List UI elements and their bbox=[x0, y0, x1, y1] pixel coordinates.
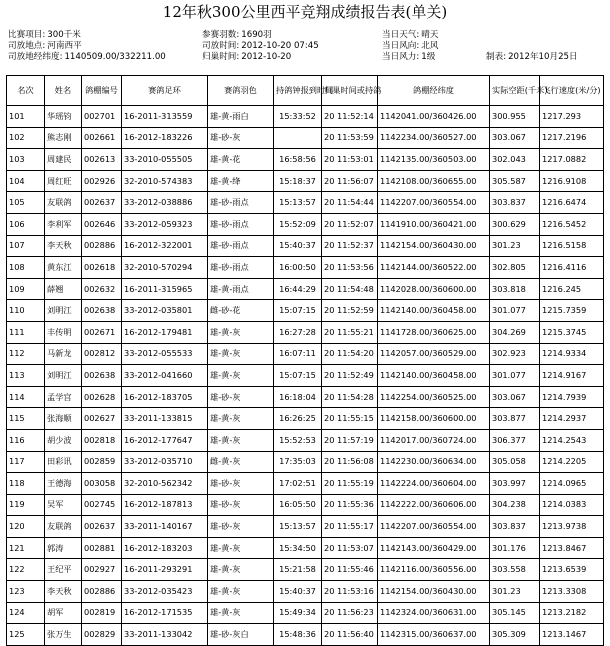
speed-cell: 1216.5452 bbox=[540, 213, 604, 235]
rank-cell: 117 bbox=[7, 451, 45, 473]
table-row bbox=[7, 278, 604, 300]
color-cell: 雄-砂-灰 bbox=[208, 127, 274, 149]
header-clock-time: 持鸽钟报到时间 bbox=[274, 76, 322, 106]
speed-cell: 1213.1467 bbox=[540, 624, 604, 646]
color-cell: 雄-黄-灰 bbox=[208, 602, 274, 624]
name-cell: 华瑶钧 bbox=[45, 106, 82, 128]
rank-cell: 105 bbox=[7, 192, 45, 214]
color-cell: 雄-砂-灰 bbox=[208, 494, 274, 516]
speed-cell: 1214.2543 bbox=[540, 429, 604, 451]
distance-cell: 301.077 bbox=[490, 365, 540, 387]
ring-cell: 16-2012-322001 bbox=[122, 235, 208, 257]
distance-cell: 302.043 bbox=[490, 149, 540, 171]
arrival-time-cell: 20 11:52:49 bbox=[322, 365, 378, 387]
clock-time-cell: 17:35:03 bbox=[274, 451, 322, 473]
ring-cell: 33-2011-133815 bbox=[122, 408, 208, 430]
speed-cell: 1213.9738 bbox=[540, 516, 604, 538]
table-row bbox=[7, 602, 604, 624]
distance-cell: 303.558 bbox=[490, 559, 540, 581]
name-cell: 李天秋 bbox=[45, 235, 82, 257]
loft-number-cell: 002646 bbox=[82, 213, 122, 235]
loft-coords-cell: 1142234.00/360527.00 bbox=[378, 127, 490, 149]
arrival-time-cell: 20 11:55:21 bbox=[322, 321, 378, 343]
ring-cell: 16-2012-183705 bbox=[122, 386, 208, 408]
speed-cell: 1215.7359 bbox=[540, 300, 604, 322]
table-row bbox=[7, 192, 604, 214]
clock-time-cell: 15:34:50 bbox=[274, 537, 322, 559]
name-cell: 王德海 bbox=[45, 473, 82, 495]
header-loft-coords: 鸽棚经纬度 bbox=[378, 76, 490, 106]
loft-coords-cell: 1142222.00/360606.00 bbox=[378, 494, 490, 516]
ring-cell: 33-2012-035801 bbox=[122, 300, 208, 322]
speed-cell: 1216.4116 bbox=[540, 257, 604, 279]
meta-weather: 当日天气: 晴天 bbox=[382, 30, 439, 40]
name-cell: 友联鸽 bbox=[45, 516, 82, 538]
name-cell: 友联鸽 bbox=[45, 192, 82, 214]
results-body bbox=[7, 106, 604, 646]
color-cell: 雄-砂-灰 bbox=[208, 516, 274, 538]
loft-coords-cell: 1142154.00/360430.00 bbox=[378, 235, 490, 257]
rank-cell: 113 bbox=[7, 365, 45, 387]
distance-cell: 303.818 bbox=[490, 278, 540, 300]
loft-coords-cell: 1142207.00/360554.00 bbox=[378, 516, 490, 538]
color-cell: 雄-黄-灰 bbox=[208, 559, 274, 581]
ring-cell: 33-2012-059323 bbox=[122, 213, 208, 235]
arrival-time-cell: 20 11:53:01 bbox=[322, 149, 378, 171]
header-arrival-time: 归巢时间或持鸽 bbox=[322, 76, 378, 106]
loft-number-cell: 002701 bbox=[82, 106, 122, 128]
rank-cell: 123 bbox=[7, 581, 45, 603]
header-color: 赛鸽羽色 bbox=[208, 76, 274, 106]
speed-cell: 1214.7939 bbox=[540, 386, 604, 408]
rank-cell: 114 bbox=[7, 386, 45, 408]
speed-cell: 1216.5158 bbox=[540, 235, 604, 257]
name-cell: 李利军 bbox=[45, 213, 82, 235]
meta-release-coords: 司放地经纬度: 1140509.00/332211.00 bbox=[8, 52, 166, 62]
ring-cell: 16-2011-313559 bbox=[122, 106, 208, 128]
name-cell: 马新龙 bbox=[45, 343, 82, 365]
rank-cell: 107 bbox=[7, 235, 45, 257]
loft-coords-cell: 1142108.00/360655.00 bbox=[378, 170, 490, 192]
ring-cell: 33-2012-055533 bbox=[122, 343, 208, 365]
loft-number-cell: 002661 bbox=[82, 127, 122, 149]
clock-time-cell: 15:13:57 bbox=[274, 516, 322, 538]
speed-cell: 1217.2196 bbox=[540, 127, 604, 149]
name-cell: 周红旺 bbox=[45, 170, 82, 192]
table-row bbox=[7, 494, 604, 516]
meta-project: 比赛项目: 300千米 bbox=[8, 30, 81, 40]
loft-number-cell: 002829 bbox=[82, 624, 122, 646]
loft-number-cell: 002671 bbox=[82, 321, 122, 343]
rank-cell: 122 bbox=[7, 559, 45, 581]
distance-cell: 303.837 bbox=[490, 192, 540, 214]
distance-cell: 301.176 bbox=[490, 537, 540, 559]
loft-coords-cell: 1142224.00/360604.00 bbox=[378, 473, 490, 495]
rank-cell: 120 bbox=[7, 516, 45, 538]
clock-time-cell: 15:33:52 bbox=[274, 106, 322, 128]
color-cell: 雄-砂-灰 bbox=[208, 386, 274, 408]
clock-time-cell: 15:18:37 bbox=[274, 170, 322, 192]
color-cell: 雄-黄-雨白 bbox=[208, 106, 274, 128]
ring-cell: 33-2012-038886 bbox=[122, 192, 208, 214]
ring-cell: 32-2010-562342 bbox=[122, 473, 208, 495]
ring-cell: 33-2011-133042 bbox=[122, 624, 208, 646]
rank-cell: 121 bbox=[7, 537, 45, 559]
loft-number-cell: 002637 bbox=[82, 516, 122, 538]
speed-cell: 1214.9167 bbox=[540, 365, 604, 387]
color-cell: 雄-砂-灰白 bbox=[208, 624, 274, 646]
ring-cell: 16-2011-315965 bbox=[122, 278, 208, 300]
clock-time-cell: 16:07:11 bbox=[274, 343, 322, 365]
rank-cell: 112 bbox=[7, 343, 45, 365]
arrival-time-cell: 20 11:57:19 bbox=[322, 429, 378, 451]
rank-cell: 115 bbox=[7, 408, 45, 430]
rank-cell: 110 bbox=[7, 300, 45, 322]
color-cell: 雄-黄-灰 bbox=[208, 365, 274, 387]
color-cell: 雄-黄-灰 bbox=[208, 429, 274, 451]
rank-cell: 103 bbox=[7, 149, 45, 171]
clock-time-cell: 15:07:15 bbox=[274, 365, 322, 387]
name-cell: 刘明江 bbox=[45, 365, 82, 387]
arrival-time-cell: 20 11:55:36 bbox=[322, 494, 378, 516]
header-speed: 飞行速度(米/分) bbox=[540, 76, 604, 106]
meta-entries: 参赛羽数: 1690羽 bbox=[202, 30, 272, 40]
rank-cell: 106 bbox=[7, 213, 45, 235]
speed-cell: 1213.8467 bbox=[540, 537, 604, 559]
arrival-time-cell: 20 11:53:07 bbox=[322, 537, 378, 559]
ring-cell: 16-2012-171535 bbox=[122, 602, 208, 624]
distance-cell: 303.997 bbox=[490, 473, 540, 495]
header-ring: 赛鸽足环 bbox=[122, 76, 208, 106]
speed-cell: 1214.0965 bbox=[540, 473, 604, 495]
color-cell: 雄-黄-灰 bbox=[208, 321, 274, 343]
ring-cell: 16-2012-177647 bbox=[122, 429, 208, 451]
loft-coords-cell: 1142254.00/360525.00 bbox=[378, 386, 490, 408]
clock-time-cell: 15:40:37 bbox=[274, 581, 322, 603]
distance-cell: 301.23 bbox=[490, 581, 540, 603]
distance-cell: 305.309 bbox=[490, 624, 540, 646]
loft-coords-cell: 1142135.00/360503.00 bbox=[378, 149, 490, 171]
name-cell: 薛翘 bbox=[45, 278, 82, 300]
table-row bbox=[7, 365, 604, 387]
clock-time-cell: 15:40:37 bbox=[274, 235, 322, 257]
ring-cell: 32-2010-574383 bbox=[122, 170, 208, 192]
rank-cell: 119 bbox=[7, 494, 45, 516]
distance-cell: 300.955 bbox=[490, 106, 540, 128]
loft-coords-cell: 1142154.00/360430.00 bbox=[378, 581, 490, 603]
arrival-time-cell: 20 11:53:16 bbox=[322, 581, 378, 603]
meta-made-date: 制表: 2012年10月25日 bbox=[486, 52, 578, 62]
rank-cell: 101 bbox=[7, 106, 45, 128]
distance-cell: 305.058 bbox=[490, 451, 540, 473]
loft-coords-cell: 1142041.00/360426.00 bbox=[378, 106, 490, 128]
arrival-time-cell: 20 11:52:14 bbox=[322, 106, 378, 128]
table-row bbox=[7, 581, 604, 603]
clock-time-cell: 16:44:29 bbox=[274, 278, 322, 300]
distance-cell: 300.629 bbox=[490, 213, 540, 235]
speed-cell: 1217.293 bbox=[540, 106, 604, 128]
loft-number-cell: 002859 bbox=[82, 451, 122, 473]
loft-number-cell: 002618 bbox=[82, 257, 122, 279]
color-cell: 雄-黄-灰 bbox=[208, 537, 274, 559]
arrival-time-cell: 20 11:55:19 bbox=[322, 473, 378, 495]
header-distance: 实际空距(千米) bbox=[490, 76, 540, 106]
rank-cell: 124 bbox=[7, 602, 45, 624]
arrival-time-cell: 20 11:56:40 bbox=[322, 624, 378, 646]
loft-coords-cell: 1142158.00/360600.00 bbox=[378, 408, 490, 430]
loft-number-cell: 002926 bbox=[82, 170, 122, 192]
distance-cell: 302.805 bbox=[490, 257, 540, 279]
speed-cell: 1217.0882 bbox=[540, 149, 604, 171]
speed-cell: 1213.2182 bbox=[540, 602, 604, 624]
arrival-time-cell: 20 11:52:59 bbox=[322, 300, 378, 322]
speed-cell: 1214.9334 bbox=[540, 343, 604, 365]
table-row bbox=[7, 300, 604, 322]
loft-number-cell: 002638 bbox=[82, 365, 122, 387]
distance-cell: 303.067 bbox=[490, 127, 540, 149]
loft-coords-cell: 1142028.00/360600.00 bbox=[378, 278, 490, 300]
clock-time-cell: 15:52:09 bbox=[274, 213, 322, 235]
arrival-time-cell: 20 11:56:23 bbox=[322, 602, 378, 624]
loft-coords-cell: 1141728.00/360625.00 bbox=[378, 321, 490, 343]
results-table bbox=[6, 75, 604, 646]
name-cell: 田彩讯 bbox=[45, 451, 82, 473]
table-row bbox=[7, 473, 604, 495]
distance-cell: 304.269 bbox=[490, 321, 540, 343]
clock-time-cell: 16:05:50 bbox=[274, 494, 322, 516]
loft-coords-cell: 1142143.00/360429.00 bbox=[378, 537, 490, 559]
loft-number-cell: 003058 bbox=[82, 473, 122, 495]
table-row bbox=[7, 321, 604, 343]
header-rank: 名次 bbox=[7, 76, 45, 106]
arrival-time-cell: 20 11:55:15 bbox=[322, 408, 378, 430]
distance-cell: 304.238 bbox=[490, 494, 540, 516]
color-cell: 雄-砂-雨点 bbox=[208, 235, 274, 257]
clock-time-cell: 15:52:53 bbox=[274, 429, 322, 451]
speed-cell: 1213.3308 bbox=[540, 581, 604, 603]
loft-coords-cell: 1142315.00/360637.00 bbox=[378, 624, 490, 646]
arrival-time-cell: 20 11:56:08 bbox=[322, 451, 378, 473]
distance-cell: 303.067 bbox=[490, 386, 540, 408]
loft-number-cell: 002627 bbox=[82, 408, 122, 430]
loft-coords-cell: 1142324.00/360631.00 bbox=[378, 602, 490, 624]
table-row bbox=[7, 408, 604, 430]
table-row bbox=[7, 537, 604, 559]
table-row bbox=[7, 429, 604, 451]
color-cell: 雄-黄-花 bbox=[208, 149, 274, 171]
clock-time-cell: 15:49:34 bbox=[274, 602, 322, 624]
ring-cell: 33-2012-041660 bbox=[122, 365, 208, 387]
ring-cell: 32-2010-570294 bbox=[122, 257, 208, 279]
header-row bbox=[7, 76, 604, 106]
speed-cell: 1216.245 bbox=[540, 278, 604, 300]
name-cell: 胡少波 bbox=[45, 429, 82, 451]
loft-number-cell: 002818 bbox=[82, 429, 122, 451]
color-cell: 雄-砂-雨点 bbox=[208, 257, 274, 279]
table-row bbox=[7, 213, 604, 235]
loft-number-cell: 002927 bbox=[82, 559, 122, 581]
name-cell: 孟学宫 bbox=[45, 386, 82, 408]
meta-wind-force: 当日风力: 1级 bbox=[382, 52, 436, 62]
meta-release-place: 司放地点: 河南西平 bbox=[8, 41, 82, 51]
table-row bbox=[7, 149, 604, 171]
clock-time-cell: 16:27:28 bbox=[274, 321, 322, 343]
arrival-time-cell: 20 11:52:37 bbox=[322, 235, 378, 257]
loft-number-cell: 002628 bbox=[82, 386, 122, 408]
header-name: 姓名 bbox=[45, 76, 82, 106]
table-row bbox=[7, 386, 604, 408]
arrival-time-cell: 20 11:52:07 bbox=[322, 213, 378, 235]
color-cell: 雄-黄-绛 bbox=[208, 170, 274, 192]
loft-coords-cell: 1141910.00/360421.00 bbox=[378, 213, 490, 235]
rank-cell: 109 bbox=[7, 278, 45, 300]
ring-cell: 33-2012-035710 bbox=[122, 451, 208, 473]
arrival-time-cell: 20 11:54:20 bbox=[322, 343, 378, 365]
arrival-time-cell: 20 11:56:07 bbox=[322, 170, 378, 192]
distance-cell: 303.837 bbox=[490, 516, 540, 538]
loft-number-cell: 002881 bbox=[82, 537, 122, 559]
speed-cell: 1214.0383 bbox=[540, 494, 604, 516]
loft-coords-cell: 1142017.00/360724.00 bbox=[378, 429, 490, 451]
arrival-time-cell: 20 11:54:28 bbox=[322, 386, 378, 408]
clock-time-cell bbox=[274, 127, 322, 149]
name-cell: 郭涛 bbox=[45, 537, 82, 559]
loft-coords-cell: 1142230.00/360634.00 bbox=[378, 451, 490, 473]
ring-cell: 16-2012-187813 bbox=[122, 494, 208, 516]
arrival-time-cell: 20 11:54:44 bbox=[322, 192, 378, 214]
table-row bbox=[7, 559, 604, 581]
loft-coords-cell: 1142116.00/360556.00 bbox=[378, 559, 490, 581]
rank-cell: 125 bbox=[7, 624, 45, 646]
clock-time-cell: 15:48:36 bbox=[274, 624, 322, 646]
loft-coords-cell: 1142207.00/360554.00 bbox=[378, 192, 490, 214]
speed-cell: 1216.9108 bbox=[540, 170, 604, 192]
table-row bbox=[7, 106, 604, 128]
ring-cell: 33-2011-140167 bbox=[122, 516, 208, 538]
table-row bbox=[7, 451, 604, 473]
ring-cell: 33-2010-055505 bbox=[122, 149, 208, 171]
clock-time-cell: 15:13:57 bbox=[274, 192, 322, 214]
distance-cell: 305.145 bbox=[490, 602, 540, 624]
loft-number-cell: 002638 bbox=[82, 300, 122, 322]
table-row bbox=[7, 343, 604, 365]
name-cell: 胡军 bbox=[45, 602, 82, 624]
meta-release-time: 司放时间: 2012-10-20 07:45 bbox=[202, 41, 319, 51]
name-cell: 黄东江 bbox=[45, 257, 82, 279]
color-cell: 雄-砂-雨点 bbox=[208, 213, 274, 235]
table-row bbox=[7, 516, 604, 538]
clock-time-cell: 16:58:56 bbox=[274, 149, 322, 171]
ring-cell: 16-2011-293291 bbox=[122, 559, 208, 581]
report-title: 12年秋300公里西平竞翔成绩报告表(单关) bbox=[162, 3, 448, 21]
loft-coords-cell: 1142144.00/360522.00 bbox=[378, 257, 490, 279]
name-cell: 刘明江 bbox=[45, 300, 82, 322]
name-cell: 张海顺 bbox=[45, 408, 82, 430]
header-loft-number: 鸽棚编号 bbox=[82, 76, 122, 106]
color-cell: 雌-黄-灰 bbox=[208, 451, 274, 473]
distance-cell: 302.923 bbox=[490, 343, 540, 365]
clock-time-cell: 16:18:04 bbox=[274, 386, 322, 408]
speed-cell: 1214.2937 bbox=[540, 408, 604, 430]
name-cell: 熊志刚 bbox=[45, 127, 82, 149]
color-cell: 雄-黄-灰 bbox=[208, 343, 274, 365]
table-row bbox=[7, 127, 604, 149]
table-row bbox=[7, 257, 604, 279]
distance-cell: 301.077 bbox=[490, 300, 540, 322]
name-cell: 周建民 bbox=[45, 149, 82, 171]
color-cell: 雄-黄-灰 bbox=[208, 408, 274, 430]
table-row bbox=[7, 170, 604, 192]
loft-number-cell: 002886 bbox=[82, 581, 122, 603]
loft-number-cell: 002745 bbox=[82, 494, 122, 516]
name-cell: 王纪平 bbox=[45, 559, 82, 581]
table-row bbox=[7, 235, 604, 257]
arrival-time-cell: 20 11:55:46 bbox=[322, 559, 378, 581]
distance-cell: 301.23 bbox=[490, 235, 540, 257]
color-cell: 雄-砂-灰 bbox=[208, 473, 274, 495]
meta-return-time: 归巢时间: 2012-10-20 bbox=[202, 52, 292, 62]
loft-coords-cell: 1142140.00/360458.00 bbox=[378, 365, 490, 387]
ring-cell: 16-2012-183226 bbox=[122, 127, 208, 149]
table-row bbox=[7, 624, 604, 646]
arrival-time-cell: 20 11:53:56 bbox=[322, 257, 378, 279]
color-cell: 雄-砂-雨点 bbox=[208, 192, 274, 214]
meta-wind-direction: 当日风向: 北风 bbox=[382, 41, 439, 51]
distance-cell: 305.587 bbox=[490, 170, 540, 192]
arrival-time-cell: 20 11:53:59 bbox=[322, 127, 378, 149]
arrival-time-cell: 20 11:55:17 bbox=[322, 516, 378, 538]
clock-time-cell: 15:21:58 bbox=[274, 559, 322, 581]
speed-cell: 1214.2205 bbox=[540, 451, 604, 473]
loft-number-cell: 002812 bbox=[82, 343, 122, 365]
loft-number-cell: 002819 bbox=[82, 602, 122, 624]
rank-cell: 111 bbox=[7, 321, 45, 343]
loft-number-cell: 002632 bbox=[82, 278, 122, 300]
speed-cell: 1215.3745 bbox=[540, 321, 604, 343]
rank-cell: 116 bbox=[7, 429, 45, 451]
ring-cell: 16-2012-179481 bbox=[122, 321, 208, 343]
clock-time-cell: 15:07:15 bbox=[274, 300, 322, 322]
speed-cell: 1213.6539 bbox=[540, 559, 604, 581]
loft-number-cell: 002613 bbox=[82, 149, 122, 171]
arrival-time-cell: 20 11:54:48 bbox=[322, 278, 378, 300]
ring-cell: 16-2012-183203 bbox=[122, 537, 208, 559]
loft-number-cell: 002886 bbox=[82, 235, 122, 257]
clock-time-cell: 16:00:50 bbox=[274, 257, 322, 279]
name-cell: 张万生 bbox=[45, 624, 82, 646]
color-cell: 雌-砂-花 bbox=[208, 300, 274, 322]
name-cell: 吴军 bbox=[45, 494, 82, 516]
name-cell: 丰传明 bbox=[45, 321, 82, 343]
clock-time-cell: 16:26:25 bbox=[274, 408, 322, 430]
ring-cell: 33-2012-035423 bbox=[122, 581, 208, 603]
distance-cell: 306.377 bbox=[490, 429, 540, 451]
name-cell: 李天秋 bbox=[45, 581, 82, 603]
distance-cell: 303.877 bbox=[490, 408, 540, 430]
color-cell: 雄-黄-雨点 bbox=[208, 278, 274, 300]
loft-number-cell: 002637 bbox=[82, 192, 122, 214]
color-cell: 雄-黄-灰 bbox=[208, 581, 274, 603]
rank-cell: 108 bbox=[7, 257, 45, 279]
rank-cell: 104 bbox=[7, 170, 45, 192]
speed-cell: 1216.6474 bbox=[540, 192, 604, 214]
clock-time-cell: 17:02:51 bbox=[274, 473, 322, 495]
loft-coords-cell: 1142140.00/360458.00 bbox=[378, 300, 490, 322]
rank-cell: 102 bbox=[7, 127, 45, 149]
rank-cell: 118 bbox=[7, 473, 45, 495]
loft-coords-cell: 1142057.00/360529.00 bbox=[378, 343, 490, 365]
